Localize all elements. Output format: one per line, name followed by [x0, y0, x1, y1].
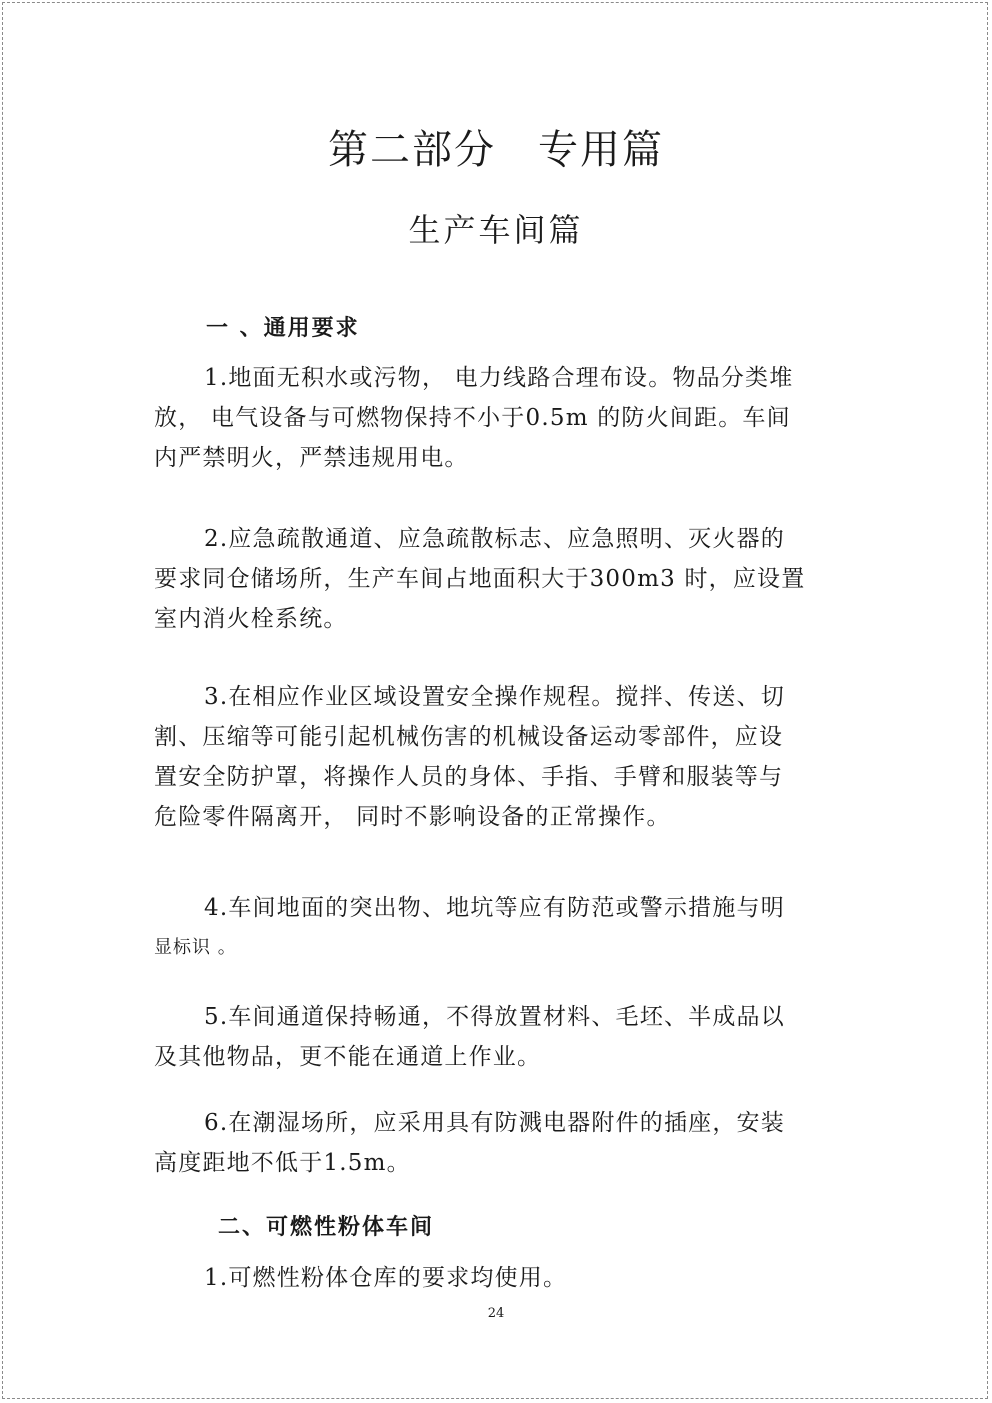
paragraph-6: [154, 1103, 838, 1183]
paragraph-1: [154, 358, 838, 478]
paragraph-5: [154, 997, 838, 1077]
paragraph-3: [154, 677, 838, 837]
section-heading-general-requirements: 一 、通用要求: [206, 316, 360, 341]
paragraph-line: 1.可燃性粉体仓库的要求均使用。: [204, 1265, 568, 1291]
paragraph-line: 室内消火栓系统。: [154, 606, 348, 632]
paragraph-7: [154, 1258, 838, 1298]
page-number: 24: [487, 1306, 505, 1321]
paragraph-line: 2.应急疏散通道、应急疏散标志、应急照明、灭火器的: [204, 526, 785, 552]
section-heading-combustible-powder-workshop: 二、可燃性粉体车间: [218, 1215, 435, 1240]
paragraph-4: [154, 888, 838, 968]
paragraph-line: 割、压缩等可能引起机械伤害的机械设备运动零部件，应设: [154, 724, 784, 750]
paragraph-line: 危险零件隔离开， 同时不影响设备的正常操作。: [154, 804, 671, 830]
paragraph-line: 放， 电气设备与可燃物保持不小于0.5m 的防火间距。车间: [154, 405, 791, 431]
document-subtitle: 生产车间篇: [408, 211, 584, 249]
paragraph-2: [154, 519, 838, 639]
paragraph-line: 及其他物品，更不能在通道上作业。: [154, 1044, 542, 1070]
paragraph-line: 内严禁明火，严禁违规用电。: [154, 445, 469, 471]
paragraph-line: 5.车间通道保持畅通，不得放置材料、毛坯、半成品以: [204, 1004, 785, 1030]
document-title: 第二部分 专用篇: [328, 127, 664, 173]
paragraph-line: 4.车间地面的突出物、地坑等应有防范或警示措施与明: [204, 895, 785, 921]
paragraph-line: 6.在潮湿场所，应采用具有防溅电器附件的插座，安装: [204, 1110, 785, 1136]
paragraph-line: 显标识 。: [154, 937, 237, 958]
paragraph-line: 高度距地不低于1.5m。: [154, 1150, 411, 1176]
paragraph-line: 置安全防护罩，将操作人员的身体、手指、手臂和服装等与: [154, 764, 784, 790]
paragraph-line: 3.在相应作业区域设置安全操作规程。搅拌、传送、切: [204, 684, 785, 710]
paragraph-line: 1.地面无积水或污物， 电力线路合理布设。物品分类堆: [204, 365, 794, 391]
paragraph-line: 要求同仓储场所，生产车间占地面积大于300m3 时，应设置: [154, 566, 806, 592]
